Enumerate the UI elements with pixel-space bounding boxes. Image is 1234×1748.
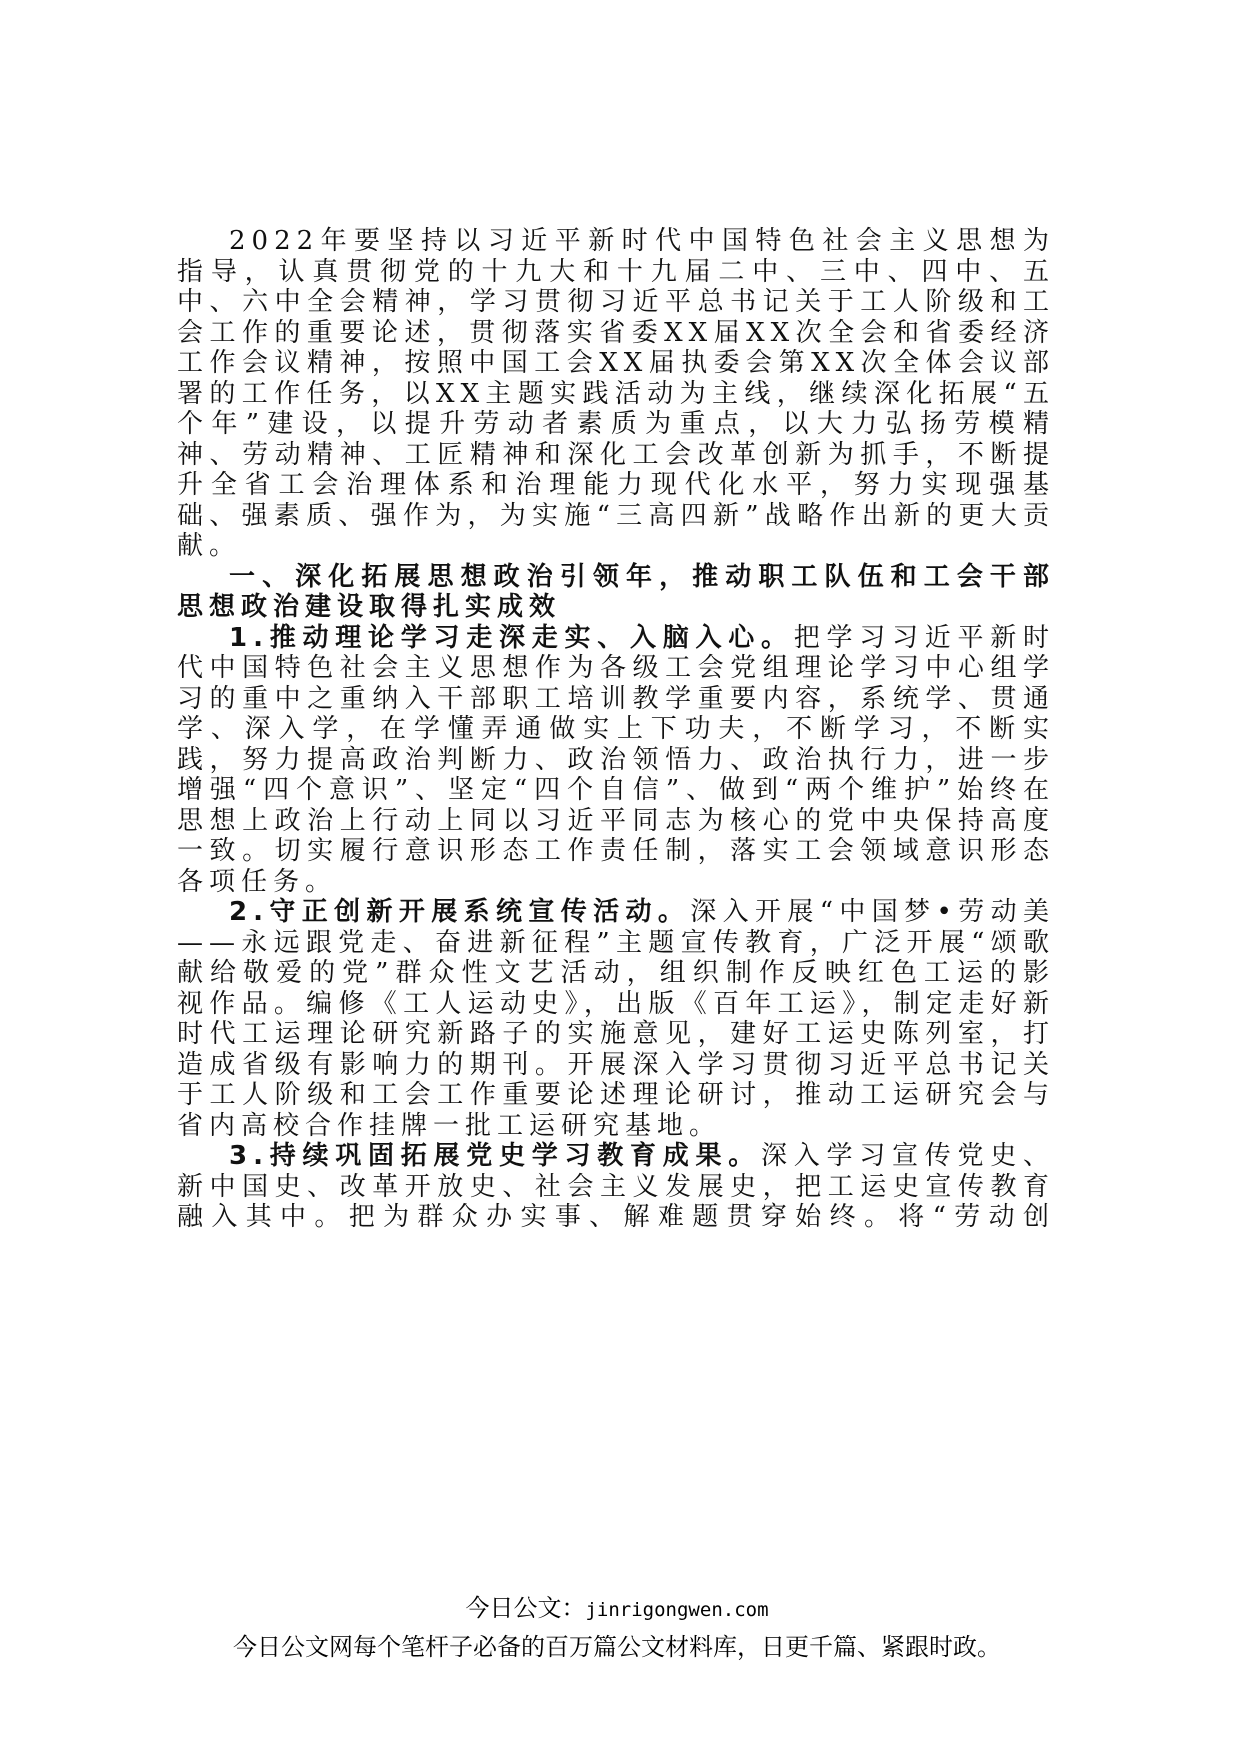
footer-site-url[interactable]: jinrigongwen.com	[585, 1599, 769, 1621]
item-3-body: 深入学习宣传党史、新中国史、改革开放史、社会主义发展史，把工运史宣传教育融入其中。把为群众办实事、解难题贯穿始终。将“劳动创	[177, 1141, 1055, 1232]
item-2-body: 深入开展“中国梦•劳动美——永远跟党走、奋进新征程”主题宣传教育，广泛开展“颂歌献给敬爱的党”群众性文艺活动，组织制作反映红色工运的影视作品。编修《工人运动史》，出版《百年工运》，制定走好新时代工运理论研究新路子的实施意见，建好工运史陈列室，打造成省级有影响力的期刊。开展深入学习贯彻习近平总书记关于工人阶级和工会工作重要论述理论研讨，推动工运研究会与省内高校合作挂牌一批工运研究基地。	[177, 897, 1055, 1141]
item-2-title: 2.守正创新开展系统宣传活动。	[229, 897, 691, 927]
footer-site-label: 今日公文：	[465, 1594, 586, 1622]
intro-paragraph: 2022年要坚持以习近平新时代中国特色社会主义思想为指导，认真贯彻党的十九大和十九届二中、三中、四中、五中、六中全会精神，学习贯彻习近平总书记关于工人阶级和工会工作的重要论述，贯彻落实省委XX届XX次全会和省委经济工作会议精神，按照中国工会XX届执委会第XX次全体会议部署的工作任务，以XX主题实践活动为主线，继续深化拓展“五个年”建设，以提升劳动者素质为重点，以大力弘扬劳模精神、劳动精神、工匠精神和深化工会改革创新为抓手，不断提升全省工会治理体系和治理能力现代化水平，努力实现强基础、强素质、强作为，为实施“三高四新”战略作出新的更大贡献。	[177, 226, 1055, 561]
item-1-title: 1.推动理论学习走深走实、入脑入心。	[229, 622, 794, 653]
item-3-title: 3.持续巩固拓展党史学习教育成果。	[229, 1141, 761, 1171]
section-1-item-2	[177, 897, 1055, 1141]
footer-site-line	[0, 1593, 1234, 1625]
footer-slogan: 今日公文网每个笔杆子必备的百万篇公文材料库，日更千篇、紧跟时政。	[233, 1633, 1001, 1661]
document-body	[177, 226, 1055, 1233]
section-1-item-1	[177, 623, 1055, 898]
item-1-body: 把学习习近平新时代中国特色社会主义思想作为各级工会党组理论学习中心组学习的重中之重纳入干部职工培训教学重要内容，系统学、贯通学、深入学，在学懂弄通做实上下功夫，不断学习，不断实践，努力提高政治判断力、政治领悟力、政治执行力，进一步增强“四个意识”、坚定“四个自信”、做到“两个维护”始终在思想上政治上行动上同以习近平同志为核心的党中央保持高度一致。切实履行意识形态工作责任制，落实工会领域意识形态各项任务。	[177, 622, 1055, 897]
section-1-heading: 一、深化拓展思想政治引领年，推动职工队伍和工会干部思想政治建设取得扎实成效	[177, 561, 1055, 622]
section-1-item-3	[177, 1141, 1055, 1233]
